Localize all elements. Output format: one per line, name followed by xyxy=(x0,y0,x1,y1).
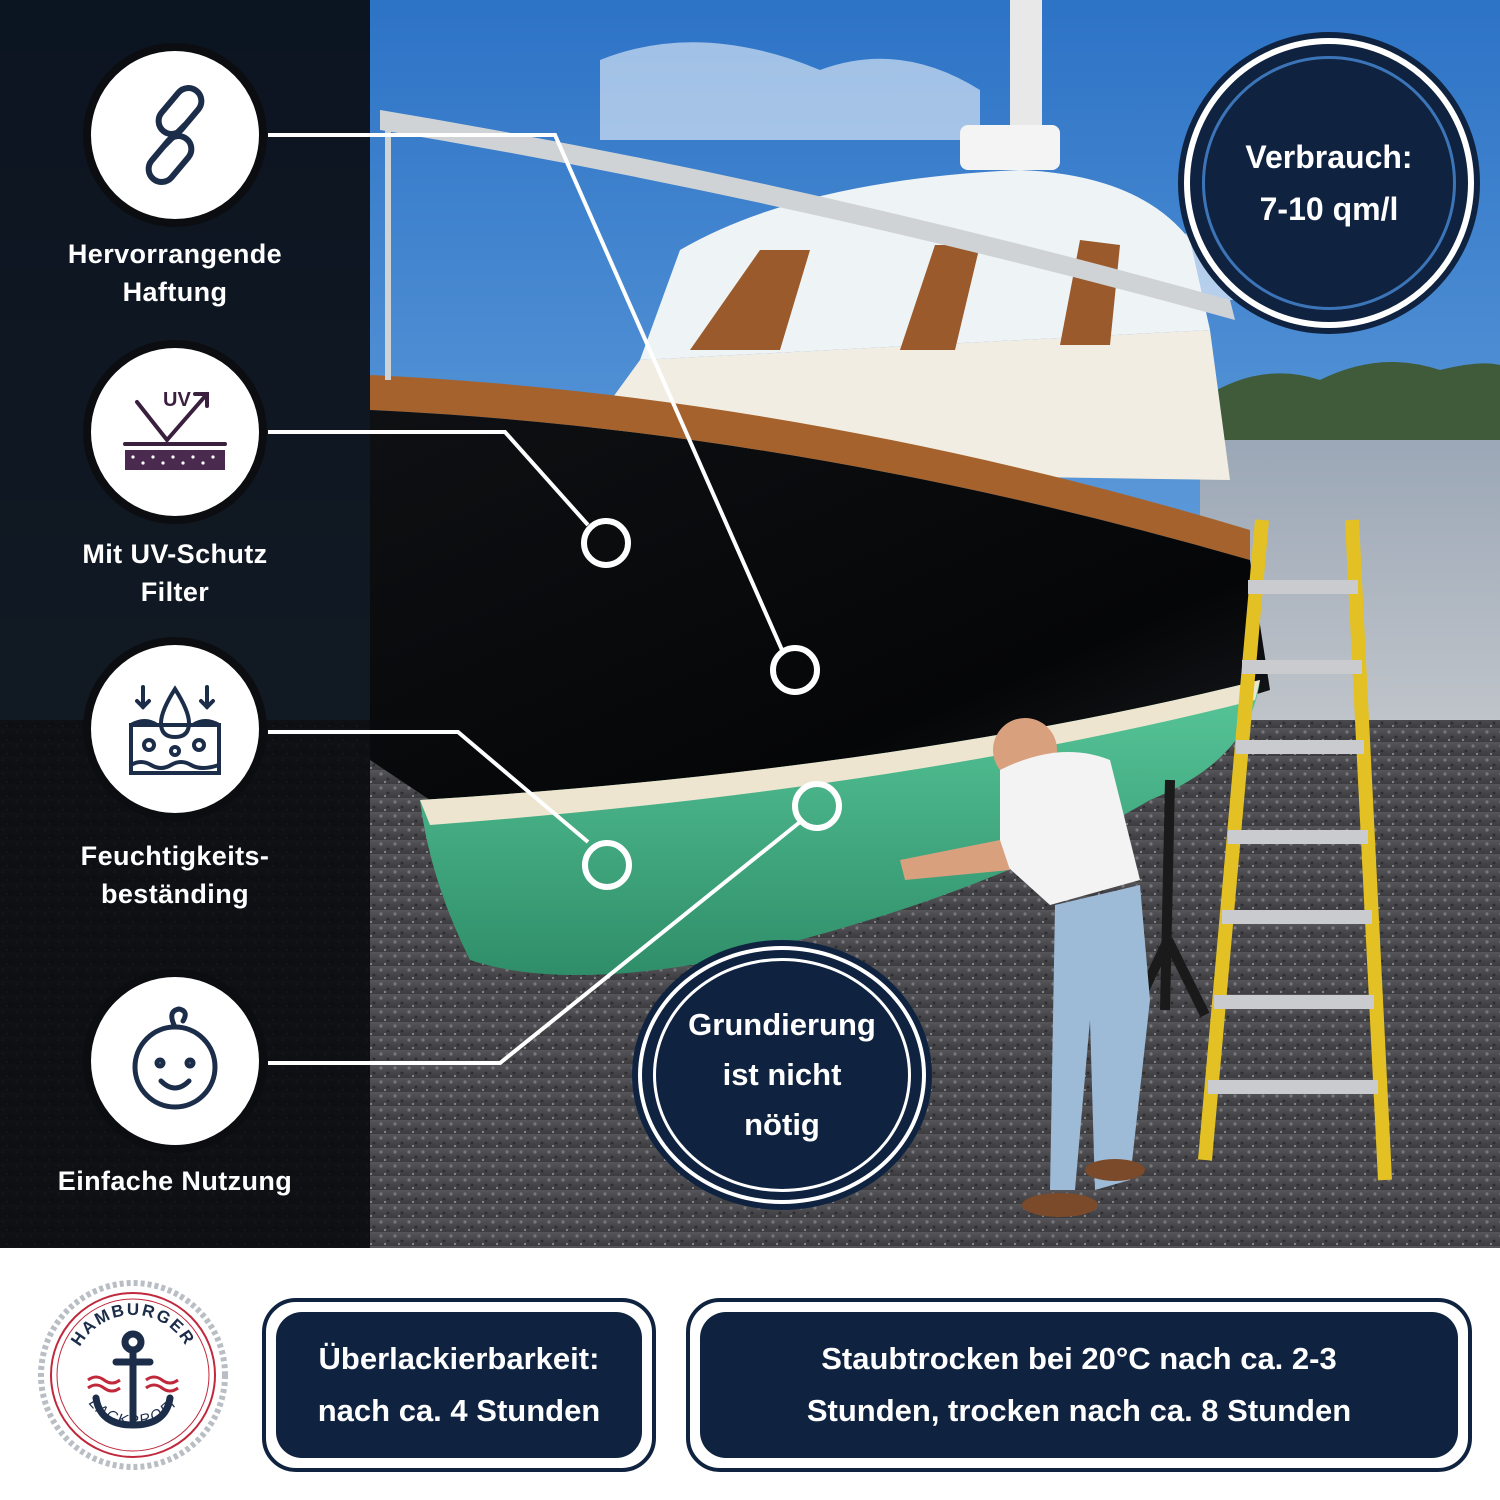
feature-label-uv: Mit UV-Schutz Filter xyxy=(82,539,268,607)
logo-bottom-text: LACKPROFI xyxy=(85,1394,181,1430)
overcoat-text: Überlackierbarkeit: nach ca. 4 Stunden xyxy=(276,1312,642,1458)
connector-line-uv xyxy=(268,432,588,525)
connector-line-adhesion xyxy=(268,135,782,650)
hotspot-marker xyxy=(585,843,629,887)
hotspot-marker xyxy=(795,784,839,828)
overcoat-info-box xyxy=(262,1298,656,1472)
feature-label-easy: Einfache Nutzung xyxy=(57,1166,293,1196)
primer-text: Grundierung ist nicht nötig xyxy=(688,1007,876,1142)
chain-link-icon xyxy=(115,75,235,195)
consumption-text: Verbrauch: 7-10 qm/l xyxy=(1245,139,1413,227)
consumption-badge xyxy=(1184,38,1474,328)
anchor-logo-icon xyxy=(38,1280,228,1470)
brand-logo xyxy=(38,1280,228,1470)
feature-label-adhesion: Hervorrangende Haftung xyxy=(67,239,283,307)
feature-label-moisture: Feuchtigkeits- beständing xyxy=(80,841,270,909)
primer-badge xyxy=(638,946,926,1204)
hotspot-marker xyxy=(584,521,628,565)
water-drop-icon xyxy=(115,669,235,789)
drying-info-box xyxy=(686,1298,1472,1472)
uv-protection-icon xyxy=(115,372,235,492)
connector-line-moisture xyxy=(268,732,588,842)
hotspot-marker xyxy=(773,648,817,692)
logo-top-text: HAMBURGER xyxy=(67,1299,199,1350)
feature-icon-uv xyxy=(91,348,259,516)
baby-face-icon xyxy=(115,1001,235,1121)
feature-icon-adhesion xyxy=(91,51,259,219)
uv-icon-text: UV xyxy=(163,389,191,411)
drying-text: Staubtrocken bei 20°C nach ca. 2-3 Stunden, trocken nach ca. 8 Stunden xyxy=(700,1312,1458,1458)
feature-icon-easy xyxy=(91,977,259,1145)
feature-icon-moisture xyxy=(91,645,259,813)
